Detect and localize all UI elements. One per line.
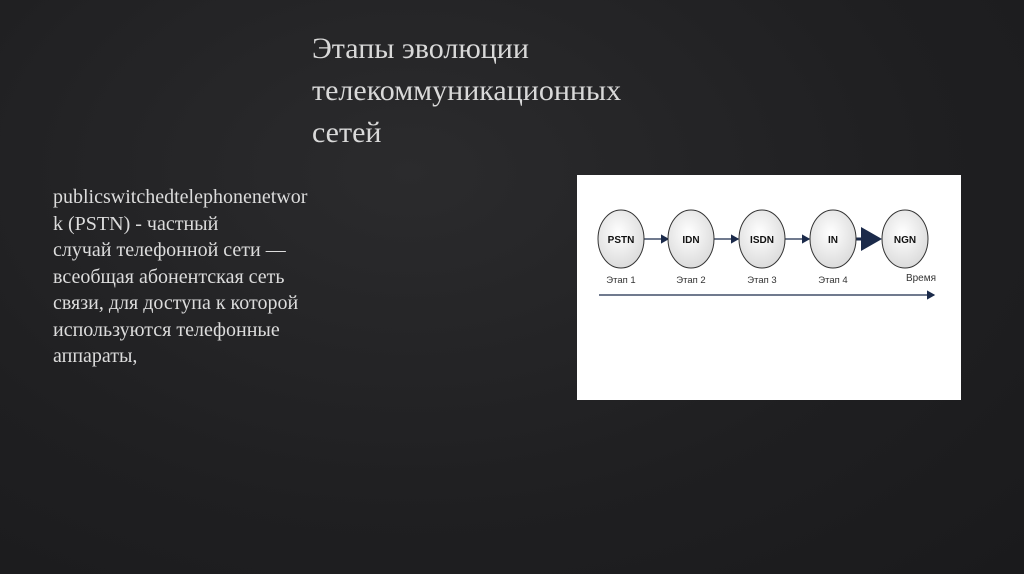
stage-3-label: Этап 3 xyxy=(747,275,777,286)
node-isdn xyxy=(739,210,785,268)
node-idn xyxy=(668,210,714,268)
pstn-definition-text: publicswitchedtelephonenetwor k (PSTN) - частный случай телефонной сети — всеобщая абонентская сеть связи, для доступа к которой используются телефонные аппараты, xyxy=(53,186,308,367)
node-idn-label: IDN xyxy=(682,235,700,246)
stage-1-label: Этап 1 xyxy=(606,275,636,286)
stage-4-label: Этап 4 xyxy=(818,275,848,286)
evolution-diagram xyxy=(577,175,961,400)
node-ngn-label: NGN xyxy=(893,235,917,246)
node-in xyxy=(810,210,856,268)
stage-2-label: Этап 2 xyxy=(676,275,706,286)
node-pstn xyxy=(598,210,644,268)
node-pstn-label: PSTN xyxy=(607,235,635,246)
time-label: Время xyxy=(905,273,937,284)
slide-title: Этапы эволюции телекоммуникационных сетей xyxy=(312,32,622,149)
node-isdn-label: ISDN xyxy=(750,235,774,246)
evolution-diagram-svg xyxy=(577,175,961,400)
node-in-label: IN xyxy=(828,235,838,246)
node-ngn xyxy=(882,210,928,268)
